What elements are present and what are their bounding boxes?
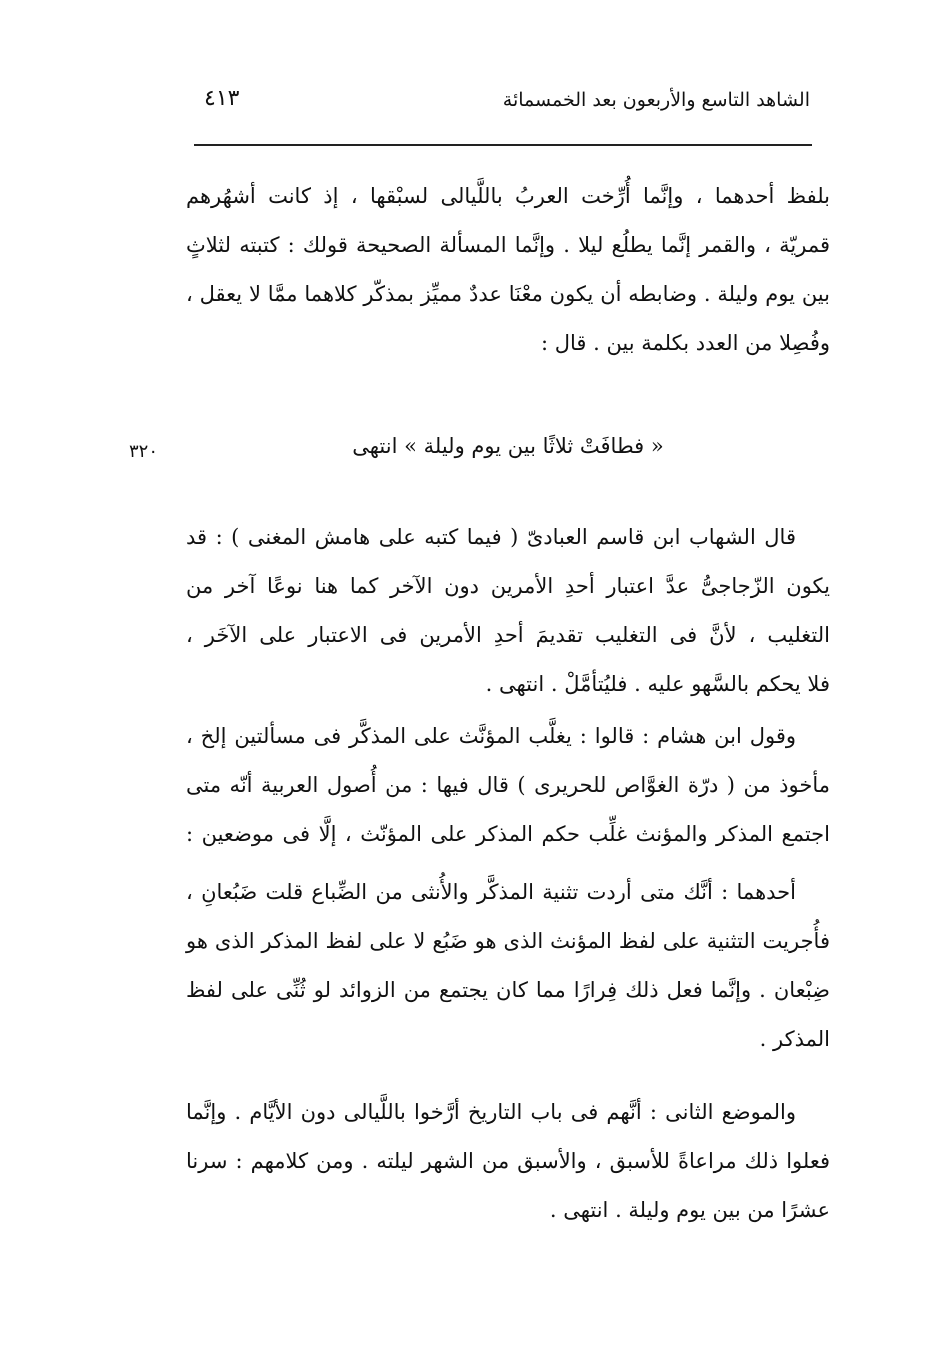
paragraph-line: قال الشهاب ابن قاسم العبادىّ ( فيما كتبه على هامش المغنى ) : قد xyxy=(186,525,796,549)
paragraph-line: بلفظ أحدهما ، وإنَّما أُرِّخت العربُ باللَّيالى لسبْقها ، إذ كانت أشهُرهم xyxy=(186,184,830,208)
paragraph-line: وفُصِلا من العدد بكلمة بين . قال : xyxy=(540,331,830,355)
paragraph-line: فعلوا ذلك مراعاةً للأسبق ، والأسبق من الشهر ليلته . ومن كلامهم : سرنا xyxy=(186,1149,830,1173)
paragraph-line: عشرًا من بين يوم وليلة . انتهى . xyxy=(549,1198,830,1222)
paragraph-3 xyxy=(186,712,830,859)
paragraph-line: أحدهما : أنَّك متى أردت تثنية المذكَّر والأُنثى من الضِّباع قلت ضَبُعانِ ، xyxy=(186,880,796,904)
paragraph-line: فلا يحكم بالسَّهو عليه . فليُتأمَّلْ . انتهى . xyxy=(485,672,830,696)
paragraph-line: ضِبْعان . وإنَّما فعل ذلك فِرارًا مما كان يجتمع من الزوائد لو ثُنِّى على لفظ xyxy=(186,978,830,1002)
paragraph-line: التغليب ، لأنَّ فى التغليب تقديمَ أحدِ الأمرين فى الاعتبار على الآخَر ، xyxy=(186,623,830,647)
paragraph-line: قمريّة ، والقمر إنَّما يطلُع ليلا . وإنَّما المسألة الصحيحة قولك : كتبته لثلاثٍ xyxy=(186,233,830,257)
paragraph-5 xyxy=(186,1088,830,1235)
verse-quote xyxy=(186,420,830,472)
paragraph-line: بين يوم وليلة . وضابطه أن يكون معْنَا عددٌ مميِّز بمذكّر كلاهما ممَّا لا يعقل ، xyxy=(186,282,830,306)
paragraph-line: المذكر . xyxy=(759,1027,830,1051)
paragraph-line: والموضع الثانى : أنَّهم فى باب التاريخ أرَّخوا باللَّيالى دون الأيَّام . وإنَّما xyxy=(186,1100,796,1124)
running-head xyxy=(190,84,810,120)
paragraph-1 xyxy=(186,172,830,368)
paragraph-line: فأُجريت التثنية على لفظ المؤنث الذى هو ضَبُع لا على لفظ المذكر الذى هو xyxy=(186,929,830,953)
verse-line: « فطافَتْ ثلاثًا بين يوم وليلة » انتهى xyxy=(352,434,664,458)
running-title: الشاهد التاسع والأربعون بعد الخمسمائة xyxy=(502,89,810,111)
paragraph-2 xyxy=(186,513,830,709)
paragraph-line: يكون الزّجاجىُّ عدَّ اعتبار أحدِ الأمرين دون الآخر كما هنا نوعًا آخر من xyxy=(186,574,830,598)
margin-note: ٣٢٠ xyxy=(129,441,159,462)
page-number: ٤١٣ xyxy=(204,86,240,111)
paragraph-line: وقول ابن هشام : قالوا : يغلَّب المؤنَّث على المذكَّر فى مسألتين إلخ ، xyxy=(186,724,796,748)
header-rule xyxy=(194,144,812,146)
paragraph-line: مأخوذ من ( درّة الغوَّاص للحريرى ) قال فيها : من أُصول العربية أنّه متى xyxy=(186,773,830,797)
paragraph-4 xyxy=(186,868,830,1064)
paragraph-line: اجتمع المذكر والمؤنث غلِّب حكم المذكر على المؤنّث ، إلَّا فى موضعين : xyxy=(186,822,830,846)
